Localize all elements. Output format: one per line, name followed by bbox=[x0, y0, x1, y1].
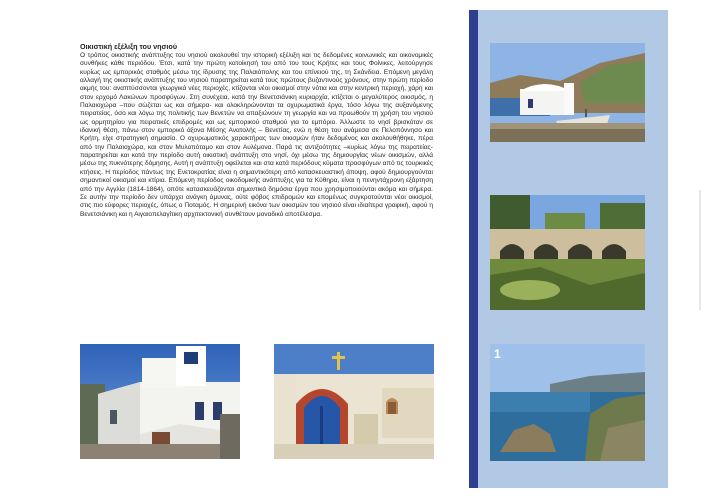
article-body: Ο τρόπος οικιστικής ανάπτυξης του νησιού ακολουθεί την ιστορική εξέλιξη και τις δεδομένες κοινωνικές και οικονομικές συνθήκες κάθε περιόδου. Έτσι, κατά την πρώτη κατοίκησή του από του τους Κρήτες και τους Φοίνικες, λειτούργησε κυρίως ως εμπορικός σταθμός μέσω της ίδρυσης της Παλαιόπολης και του επίνειού της, τη Σκάνδεια. Επόμενη μεγάλη αλλαγή της οικιστικής ανάπτυξης του νησιού παρατηρείται κατά τους πρώτους βυζαντινούς χρόνους, στην πρώτη περίοδο ακμής του: αναπτύσσονται γεωργικά νέες περιοχές, κτίζονται νέοι οικισμοί στην νότια και στην κεντρική περιοχή, χάρη και στον ερχομό Λακώνων προσφύγων. Στη συνέχεια, κατά την Βενετσιάνικη κυριαρχία, κτίζεται ο μεγαλύτερος οικισμός, η Παλαιοχώρα –που σώζεται ως και σήμερα- και ολοκληρώνονται τα οχυρωματικά έργα, τόσο λόγω της αυξανόμενης πειρατείας, όσο και λόγω της πολιτικής των Βενετών να απαξιώνουν τη γεωργία και να προωθούν τη χρήση του νησιού ως ορμητηρίου για πειρατικές επιδρομές και ως εμπορικού σταθμού για το εμπόριο. Άλλωστε το νησί βρισκόταν σε ιδανική θέση, πάνω στον εμπορικό άξονα Μέσης Ανατολής – Βενετίας, ενώ η θέση του ανάμεσα σε Πελοπόννησο και Κρήτη, είχε στρατηγική σημασία. Ο οχυρωματικός χαρακτήρας των οικισμών ήταν δεδομένος και ακολουθήθηκε, πέρα από την Παλαιοχώρα, και στον Μυλοπόταμο και στον Αυλέμονα. Παρά τις αντιξοότητες –κυρίως λόγω της πειρατείας- παρατηρείται και κατά την περίοδο αυτή οικιστική ανάπτυξη στο νησί, όχι μέσω της δημιουργίας νέων οικισμών, αλλά μέσω της πυκνότερης δόμησης. Αυτή η ανάπτυξη οφείλεται και στα κατά περιόδους κύματα προσφύγων από τις τουρκικές κτήσεις. Η περίοδος πάντως της Ενετοκρατίας είναι η σημαντικότερη από κατασκευαστική άποψη, αφού δημιουργούνται σημαντικοί οικισμοί και κτίρια. Επόμενη περίοδος οικοδομικής ανάπτυξης για τα Κύθηρα, είναι η πενηντάχρονη εξάρτηση από την Αγγλία (1814-1864), οπότε κατασκευάζονται σημαντικά δημόσια έργα που χρησιμοποιούνται ακόμα και σήμερα. Σε αυτήν την περίοδο δεν υπάρχει ανάγκη άμυνας, ούτε φόβος επιδρομών και επομένως συγκροτούνται νέοι οικισμοί, στις πιο εύφορες περιοχές, όπως ο Ποταμός. Η σημερινή εικόνα των οικισμών του νησιού είναι ιδιαίτερα γραφική, αφού η Βενετσιάνικη και η Αιγαιοπελαγίτικη αρχιτεκτονική συνθέτουν μοναδικό αποτέλεσμα. bbox=[80, 52, 433, 218]
photo-rocky-coast bbox=[490, 344, 645, 461]
article-heading: Οικιστική εξέλιξη του νησιού bbox=[80, 42, 177, 51]
article bbox=[80, 42, 433, 219]
scan-edge-mark bbox=[699, 190, 701, 310]
photo-white-house bbox=[80, 344, 240, 459]
photo-stone-bridge bbox=[490, 195, 645, 310]
photo-seaside-chapel bbox=[490, 43, 645, 142]
blue-divider-stripe bbox=[469, 10, 478, 488]
photo-number-label: 1 bbox=[494, 347, 501, 361]
photo-courtyard-gate bbox=[274, 344, 434, 459]
